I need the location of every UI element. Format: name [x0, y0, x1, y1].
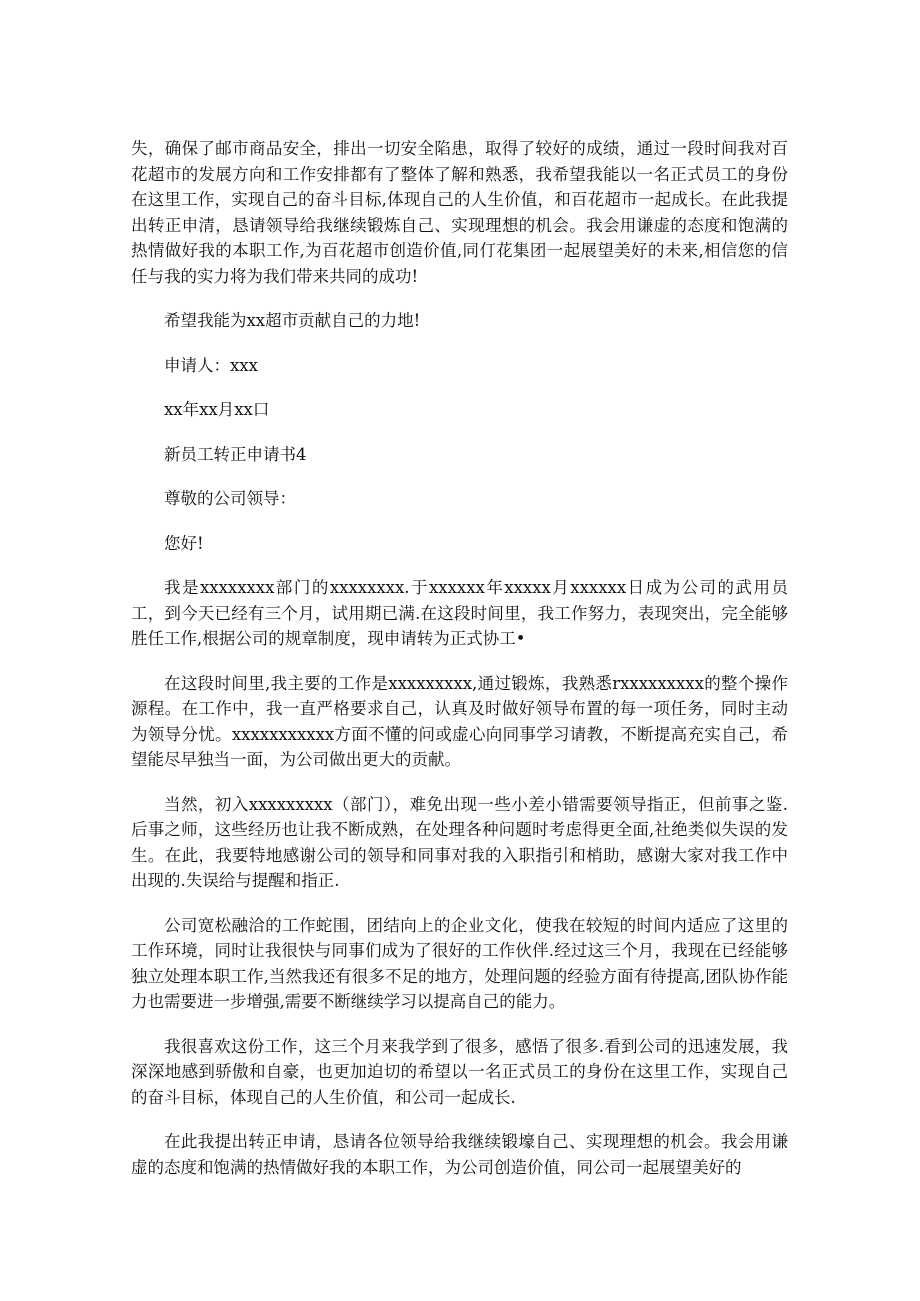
- paragraph-wish: 希望我能为xx超市贡献自己的力地!: [164, 311, 421, 330]
- paragraph-culture: 公司宽松融洽的工作蛇围，团结向上的企业文化，使我在较短的时间内适应了这里的工作环境，同时让我很快与同事们成为了很好的工作伙伴.经过这三个月，我现在已经能够独立处理本职工作,当然我还有很多不足的地方，处理问题的经验方面有待提高,团队协作能力也需要进一步增强,需要不断继续学习以提高自己的能力。: [131, 915, 788, 1011]
- document-title: 新员工转正申请书4: [164, 444, 307, 464]
- date-line: xx年xx月xx口: [164, 400, 270, 419]
- paragraph-1: 失，确保了邮市商品安全，排出一切安全陷患，取得了较好的成绩，通过一段时间我对百花超市的发展方向和工作安排都有了整体了解和熟悉，我希望我能以一名正式员工的身份在这里工作，实现自己的奋斗目标,体现自己的人生价值，和百花超市一起成长。在此我提出转正申清，恳请领导给我继续锻炼自己、实现理想的机会。我会用谦虚的态度和饱满的热情做好我的本职工作,为百花超市创造价值,同仃花集团一起展望美好的未来,相信您的信任与我的实力将为我们带来共同的成功!: [131, 139, 788, 286]
- salutation: 尊敬的公司领导：: [164, 489, 296, 508]
- paragraph-mistakes: 当然，初入xxxxxxxxx（部门），难免出现一些小差小错需要领导指正，但前事之鉴.后事之师，这些经历也让我不断成熟，在处理各种问题时考虑得更全面,社绝类似失误的发生。在此，我要特地感谢公司的领导和同事对我的入职指引和梢助，感谢大家对我工作中出现的.失误给与提醒和指正.: [131, 794, 788, 890]
- paragraph-work: 在这段时间里,我主要的工作是xxxxxxxxx,通过锻炼，我熟悉rxxxxxxxxx的整个操作源程。在工作中，我一直严格要求自己，认真及时做好领导布置的每一项任务，同时主动为领导分忧。xxxxxxxxxxx方面不懂的问或虚心向同事学习请教，不断提高充实自己，希望能尽早独当一面，为公司做出更大的贡献。: [131, 673, 788, 769]
- document-body: [131, 136, 788, 1199]
- paragraph-intro: 我是xxxxxxxx部门的xxxxxxxx.于xxxxxx年xxxxx月xxxxxx日成为公司的武用员工，到今天已经有三个月，试用期已满.在这段时间里，我工作努力，表现突出，完全能够胜任工作,根据公司的规章制度，现申请转为正式协工•: [131, 578, 788, 648]
- paragraph-request: 在此我提出转正申请，恳请各位领导给我继续锻壕自己、实现理想的机会。我会用谦虚的态度和饱满的热情做好我的本职工作，为公司创造价值，同公司一起展望美好的: [131, 1132, 788, 1177]
- greeting: 您好!: [164, 533, 204, 553]
- applicant-line: 申请人：xxx: [164, 355, 258, 375]
- paragraph-enjoy: 我很喜欢这份工作，这三个月来我学到了很多，感悟了很多.看到公司的迅速发展，我深深地感到骄傲和自豪，也更加迫切的希望以一名正式员工的身份在这里工作，实现自己的奋斗目标，体现自己的人生价值，和公司一起成长.: [131, 1036, 788, 1107]
